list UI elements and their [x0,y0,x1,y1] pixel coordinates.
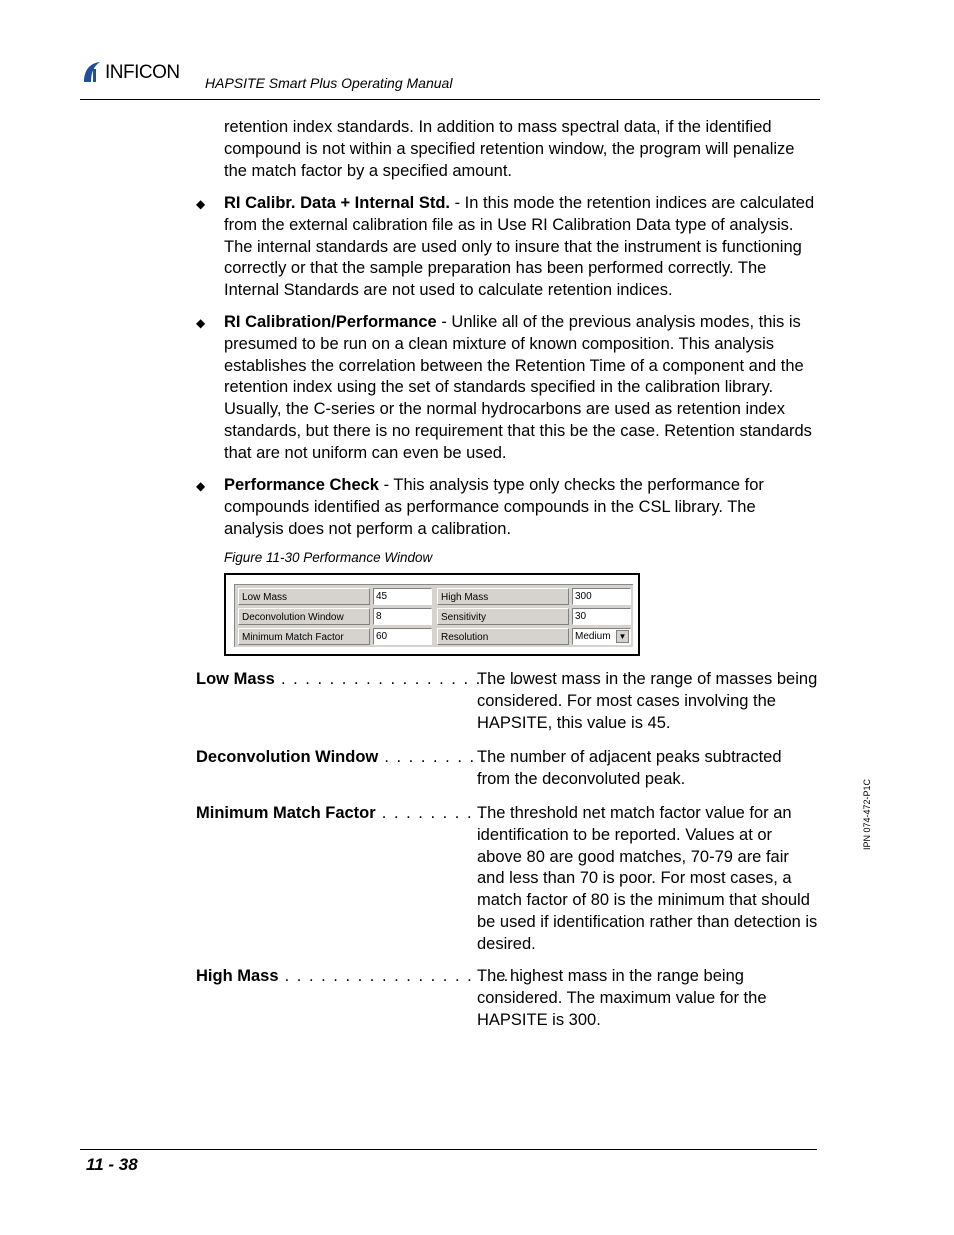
def-term-low-mass [196,669,519,691]
bullet-text: - In this mode the retention indices are calculated from the external calibration file as in Use RI Calibration Data type of analysis. The internal standards are used only to insure that the instrument is functioning correctly or that the sample preparation has been performed correctly. The Internal Standards are not used to calculate retention indices. [224,194,815,300]
resolution-label: Resolution [437,628,569,645]
low-mass-label: Low Mass [238,588,370,605]
bullet-diamond-icon: ◆ [196,479,206,493]
bullet-title: RI Calibr. Data + Internal Std. [224,194,451,212]
bullet-ri-calibr-internal-std [224,193,819,302]
def-desc-high-mass: The highest mass in the range being considered. The maximum value for the HAPSITE is 300. [477,967,767,1029]
leader-dots: . . . . . . . . . . . . . . . . . . . . [278,967,522,985]
performance-window [224,573,640,656]
def-desc-minimum-match-factor: The threshold net match factor value for an identification to be reported. Values at or above 80 are good matches, 70-79 are fair and less than 70 is poor. For most cases, a match factor of 80 is the minimum that should be used if identification rather than detection is desired. [477,804,818,953]
high-mass-label: High Mass [437,588,569,605]
sensitivity-input[interactable]: 30 [572,608,631,625]
def-term-deconvolution-window [196,747,488,769]
leader-dots: . . . . . . . . . [378,748,488,766]
dropdown-arrow-icon[interactable]: ▼ [616,630,629,643]
def-term-label: Deconvolution Window [196,748,379,766]
def-term-label: Minimum Match Factor [196,804,376,822]
bullet-title: RI Calibration/Performance [224,313,437,331]
figure-caption: Figure 11-30 Performance Window [224,550,433,565]
intro-paragraph: retention index standards. In addition to mass spectral data, if the identified compound is not within a specified retention window, the program will penalize the match factor by a specified amount. [224,118,795,180]
manual-title: HAPSITE Smart Plus Operating Manual [205,75,453,91]
bullet-ri-calibration-performance [224,312,819,465]
bullet-diamond-icon: ◆ [196,316,206,330]
high-mass-input[interactable]: 300 [572,588,631,605]
low-mass-input[interactable]: 45 [373,588,432,605]
def-desc-low-mass: The lowest mass in the range of masses being considered. For most cases involving the HAPSITE, this value is 45. [477,670,818,732]
bullet-diamond-icon: ◆ [196,197,206,211]
leader-dots: . . . . . . . . . . . . . . . . . . . . [274,670,519,688]
logo-text: INFICON [105,62,180,83]
deconvolution-window-input[interactable]: 8 [373,608,432,625]
bullet-title: Performance Check [224,476,379,494]
def-term-minimum-match-factor [196,803,486,825]
sensitivity-label: Sensitivity [437,608,569,625]
def-term-label: High Mass [196,967,279,985]
bullet-performance-check [224,475,819,540]
bullet-text: - Unlike all of the previous analysis modes, this is presumed to be run on a clean mixture of known composition. This analysis establishes the correlation between the Retention Time of a component and the retention index using the set of standards specified in the calibration library. Usually, the C-series or the normal hydrocarbons are used as retention index standards, but there is no requirement that this be the case. Retention standards that are not uniform can even be used. [224,313,812,462]
footer-rule [80,1149,817,1150]
minimum-match-factor-label: Minimum Match Factor [238,628,370,645]
resolution-selected-value: Medium [575,631,611,642]
bullet-text: - This analysis type only checks the performance for compounds identified as performance compounds in the CSL library. The analysis does not perform a calibration. [224,476,764,538]
def-desc-deconvolution-window: The number of adjacent peaks subtracted from the deconvoluted peak. [477,748,782,788]
def-term-label: Low Mass [196,670,275,688]
minimum-match-factor-input[interactable]: 60 [373,628,432,645]
performance-panel [234,584,633,647]
def-term-high-mass [196,966,522,988]
deconvolution-window-label: Deconvolution Window [238,608,370,625]
resolution-select[interactable] [572,628,631,645]
page-number: 11 - 38 [86,1155,138,1174]
inficon-logo-mark-icon [80,60,104,84]
side-ipn-label: IPN 074-472-P1C [862,778,872,850]
leader-dots: . . . . . . . . . [375,804,486,822]
inficon-logo [80,60,200,86]
header-rule [80,99,820,100]
